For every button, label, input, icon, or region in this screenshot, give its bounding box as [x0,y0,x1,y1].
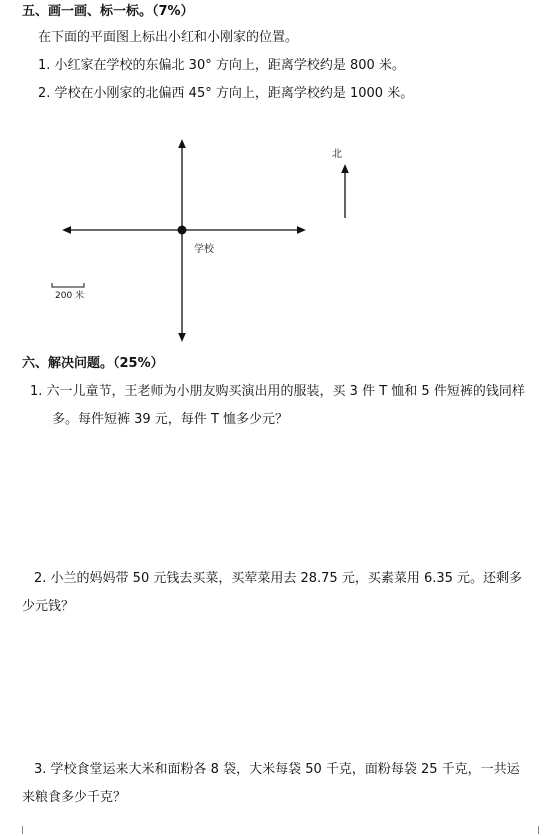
q2-line-1: 2. 小兰的妈妈带 50 元钱去买菜，买荤菜用去 28.75 元，买素菜用 6.35 元。还剩多 [34,571,523,586]
direction-map [0,0,560,360]
section5-item-2: 2. 学校在小刚家的北偏西 45° 方向上，距离学校约是 1000 米。 [38,86,414,101]
school-point [178,226,187,235]
q2-line-2: 少元钱？ [22,599,75,614]
direction-map-svg [0,0,560,360]
section5-intro: 在下面的平面图上标出小红和小刚家的位置。 [38,30,299,45]
section5-item-1: 1. 小红家在学校的东偏北 30° 方向上，距离学校约是 800 米。 [38,58,405,73]
q3-line-1: 3. 学校食堂运来大米和面粉各 8 袋，大米每袋 50 千克，面粉每袋 25 千克，一共运 [34,762,520,777]
scale-label: 200 米 [55,291,85,301]
scale-bar [52,283,84,287]
page-corner-mark-right [538,826,547,834]
page-corner-mark-left [14,826,23,834]
section6-title: 六、解决问题。（25%） [22,356,164,371]
section5-title: 五、画一画、标一标。（7%） [22,4,194,19]
q3-line-2: 来粮食多少千克？ [22,790,127,805]
school-label: 学校 [194,244,214,255]
q1-line-1: 1. 六一儿童节，王老师为小朋友购买演出用的服装，买 3 件 T 恤和 5 件短裤的钱同样 [30,384,525,399]
north-label: 北 [332,149,342,160]
q1-line-2: 多。每件短裤 39 元，每件 T 恤多少元？ [52,412,289,427]
